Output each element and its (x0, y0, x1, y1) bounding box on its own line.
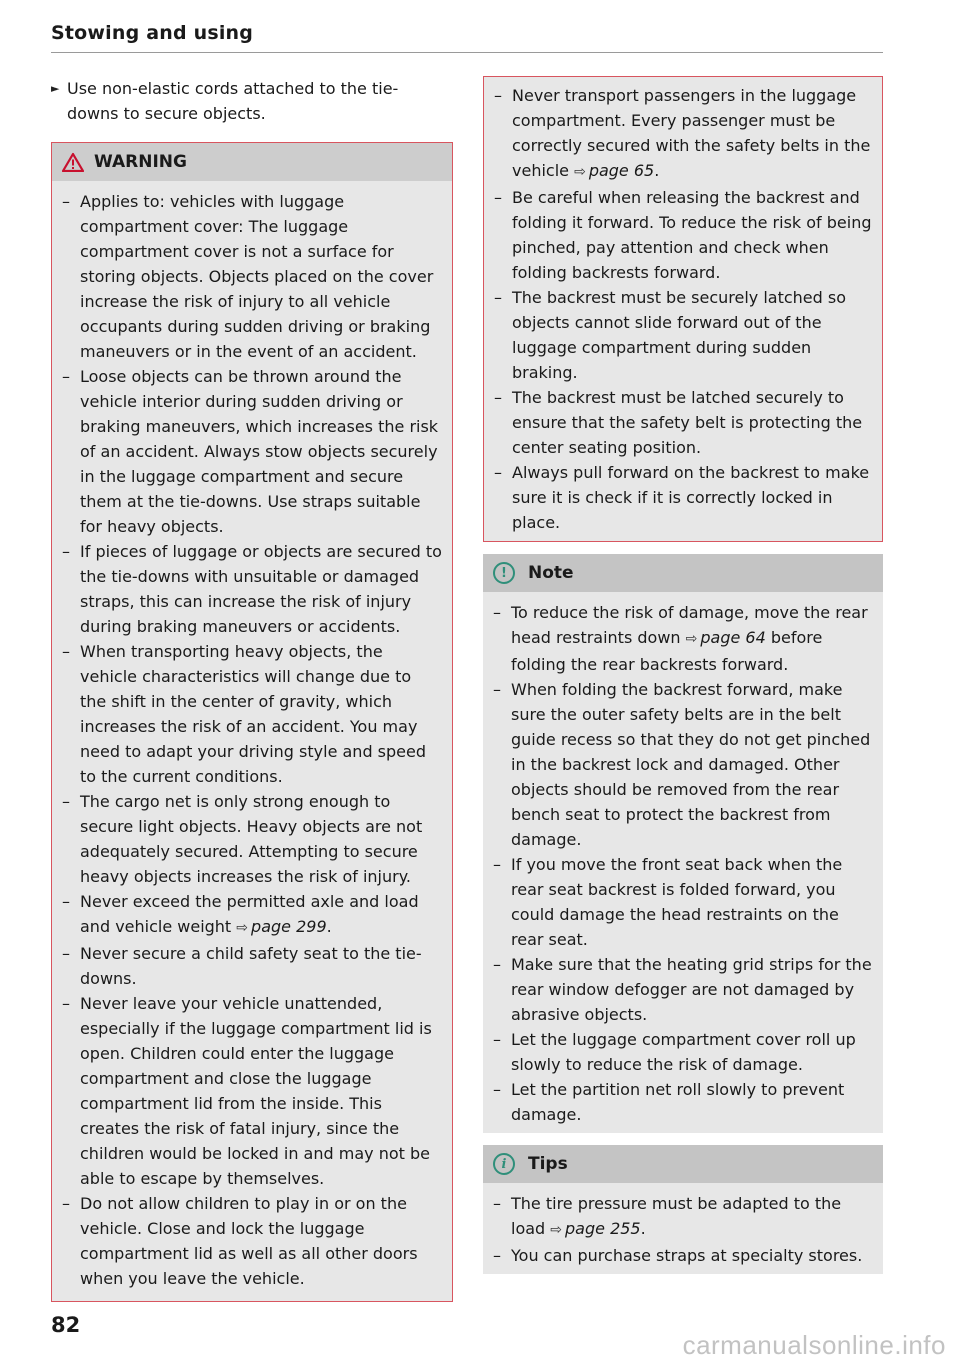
list-item-text: Make sure that the heating grid strips for the rear window defogger are not damaged by abrasive objects. (511, 955, 872, 1024)
arrow-right-icon: ⇨ (550, 1222, 563, 1238)
note-title: Note (528, 562, 574, 583)
page-reference-text: page 64 (700, 628, 766, 647)
list-item-text: Do not allow children to play in or on the vehicle. Close and lock the luggage compartment lid as well as all other doors when you leave the vehicle. (80, 1194, 418, 1288)
list-item (494, 385, 872, 460)
info-circle-icon: i (493, 1153, 515, 1175)
list-item (493, 852, 873, 952)
list-item (62, 189, 442, 364)
item-text-after: . (654, 161, 660, 180)
list-dash: – (62, 994, 70, 1013)
list-item (62, 539, 442, 639)
list-dash: – (493, 1030, 501, 1049)
list-dash: – (493, 1246, 501, 1265)
item-text-before: Never transport passengers in the luggage compartment. Every passenger must be correctly secured with the safety belts in the vehicle (512, 86, 871, 180)
list-dash: – (494, 86, 502, 105)
list-dash: – (494, 288, 502, 307)
tips-title: Tips (528, 1153, 568, 1174)
page-reference-text: page 65 (588, 161, 655, 180)
list-item-text: The backrest must be latched securely to ensure that the safety belt is protecting the center seating position. (512, 388, 863, 457)
list-dash: – (494, 188, 502, 207)
list-item-text: Always pull forward on the backrest to make sure it is check if it is correctly locked in place. (512, 463, 870, 532)
page-reference[interactable] (574, 161, 654, 180)
header-rule (51, 52, 883, 53)
list-item-text: The cargo net is only strong enough to secure light objects. Heavy objects are not adequately secured. Attempting to secure heavy objects increases the risk of injury. (80, 792, 423, 886)
note-header (483, 554, 883, 592)
arrow-right-icon: ⇨ (685, 631, 698, 647)
item-text-before: To reduce the risk of damage, move the rear head restraints down (511, 603, 868, 647)
page-number: 82 (51, 1313, 81, 1337)
list-dash: – (493, 1194, 501, 1213)
list-item-text: Let the partition net roll slowly to prevent damage. (511, 1080, 845, 1124)
list-item-text: If you move the front seat back when the rear seat backrest is folded forward, you could damage the head restraints on the rear seat. (511, 855, 843, 949)
list-item-text: Applies to: vehicles with luggage compartment cover: The luggage compartment cover is not a surface for storing objects. Objects placed on the cover increase the risk of injury to all vehicle occupants during sudden driving or braking maneuvers or in the event of an accident. (80, 192, 434, 361)
item-text-before: Never exceed the permitted axle and load and vehicle weight (80, 892, 419, 936)
list-item-text: The backrest must be securely latched so objects cannot slide forward out of the luggage compartment during sudden braking. (512, 288, 846, 382)
list-item (494, 83, 872, 185)
list-item-text (80, 889, 442, 941)
left-column (51, 76, 453, 1302)
tips-header (483, 1145, 883, 1183)
list-item (493, 1027, 873, 1077)
list-item (493, 1077, 873, 1127)
list-dash: – (62, 944, 70, 963)
list-item-text: Never leave your vehicle unattended, especially if the luggage compartment lid is open. Children could enter the luggage compartment and close the luggage compartment lid from the inside. This creates the risk of fatal injury, since the children would be locked in and may not be able to escape by themselves. (80, 994, 432, 1188)
note-list (483, 592, 883, 1133)
bullet-triangle-icon: ► (51, 82, 60, 95)
page-reference-text: page 255 (565, 1219, 641, 1238)
list-item (62, 889, 442, 941)
list-dash: – (62, 1194, 70, 1213)
list-dash: – (62, 642, 70, 661)
list-item (62, 789, 442, 889)
tips-list (483, 1183, 883, 1274)
list-item (62, 941, 442, 991)
list-item (493, 952, 873, 1027)
list-item-text: Never secure a child safety seat to the tie-downs. (80, 944, 422, 988)
list-dash: – (62, 192, 70, 211)
arrow-right-icon: ⇨ (574, 164, 586, 180)
list-item-text (512, 83, 872, 185)
list-item-text (511, 1191, 873, 1243)
list-dash: – (493, 1080, 501, 1099)
list-item (493, 600, 873, 677)
warning-title: WARNING (94, 151, 187, 172)
list-item (494, 285, 872, 385)
warning-box-continued (483, 76, 883, 542)
page-header (51, 22, 883, 44)
page-reference[interactable] (236, 917, 326, 936)
section-title: Stowing and using (51, 22, 254, 44)
list-item-text: Loose objects can be thrown around the vehicle interior during sudden driving or braking maneuvers, which increases the risk of an accident. Always stow objects securely in the luggage compartment and secure them at the tie-downs. Use straps suitable for heavy objects. (80, 367, 439, 536)
intro-instruction (51, 76, 453, 126)
list-item-text: If pieces of luggage or objects are secured to the tie-downs with unsuitable or damaged straps, this can increase the risk of injury during braking maneuvers or accidents. (80, 542, 442, 636)
list-item (494, 185, 872, 285)
list-dash: – (493, 603, 501, 622)
list-item-text: When folding the backrest forward, make sure the outer safety belts are in the belt guide recess so that they do not get pinched in the backrest lock and damaged. Other objects should be removed from the rear bench seat to protect the backrest from damage. (511, 680, 871, 849)
list-item-text (511, 600, 873, 677)
item-text-after: . (326, 917, 332, 936)
list-item (62, 1191, 442, 1291)
list-item-text: You can purchase straps at specialty stores. (511, 1246, 863, 1265)
list-dash: – (494, 463, 502, 482)
list-item (493, 1191, 873, 1243)
item-text-after: before folding the rear backrests forward. (511, 628, 823, 674)
list-item (494, 460, 872, 535)
list-dash: – (494, 388, 502, 407)
list-item (62, 991, 442, 1191)
list-item (493, 677, 873, 852)
warning-header (52, 143, 452, 181)
list-dash: – (62, 792, 70, 811)
list-dash: – (493, 680, 501, 699)
note-box (483, 554, 883, 1133)
list-item (62, 639, 442, 789)
exclamation-circle-icon: ! (493, 562, 515, 584)
warning-list (52, 181, 452, 1297)
warning-triangle-icon (62, 152, 84, 172)
list-dash: – (493, 855, 501, 874)
page-reference-text: page 299 (251, 917, 327, 936)
tips-box (483, 1145, 883, 1274)
list-item-text: Let the luggage compartment cover roll up slowly to reduce the risk of damage. (511, 1030, 856, 1074)
arrow-right-icon: ⇨ (236, 920, 249, 936)
list-dash: – (62, 892, 70, 911)
list-dash: – (62, 542, 70, 561)
list-item-text: When transporting heavy objects, the vehicle characteristics will change due to the shift in the center of gravity, which increases the risk of an accident. You may need to adapt your driving style and speed to the current conditions. (80, 642, 427, 786)
item-text-before: The tire pressure must be adapted to the load (511, 1194, 842, 1238)
intro-text: Use non-elastic cords attached to the tie-downs to secure objects. (67, 79, 399, 123)
right-column (483, 76, 883, 1274)
page-reference[interactable] (550, 1219, 640, 1238)
warning-list-continued (484, 81, 882, 537)
list-dash: – (493, 955, 501, 974)
list-item (493, 1243, 873, 1268)
list-dash: – (62, 367, 70, 386)
watermark: carmanualsonline.info (682, 1330, 946, 1360)
list-item (62, 364, 442, 539)
list-item-text: Be careful when releasing the backrest and folding it forward. To reduce the risk of being pinched, pay attention and check when folding backrests forward. (512, 188, 872, 282)
page-reference[interactable] (686, 628, 766, 647)
warning-box (51, 142, 453, 1302)
item-text-after: . (640, 1219, 646, 1238)
